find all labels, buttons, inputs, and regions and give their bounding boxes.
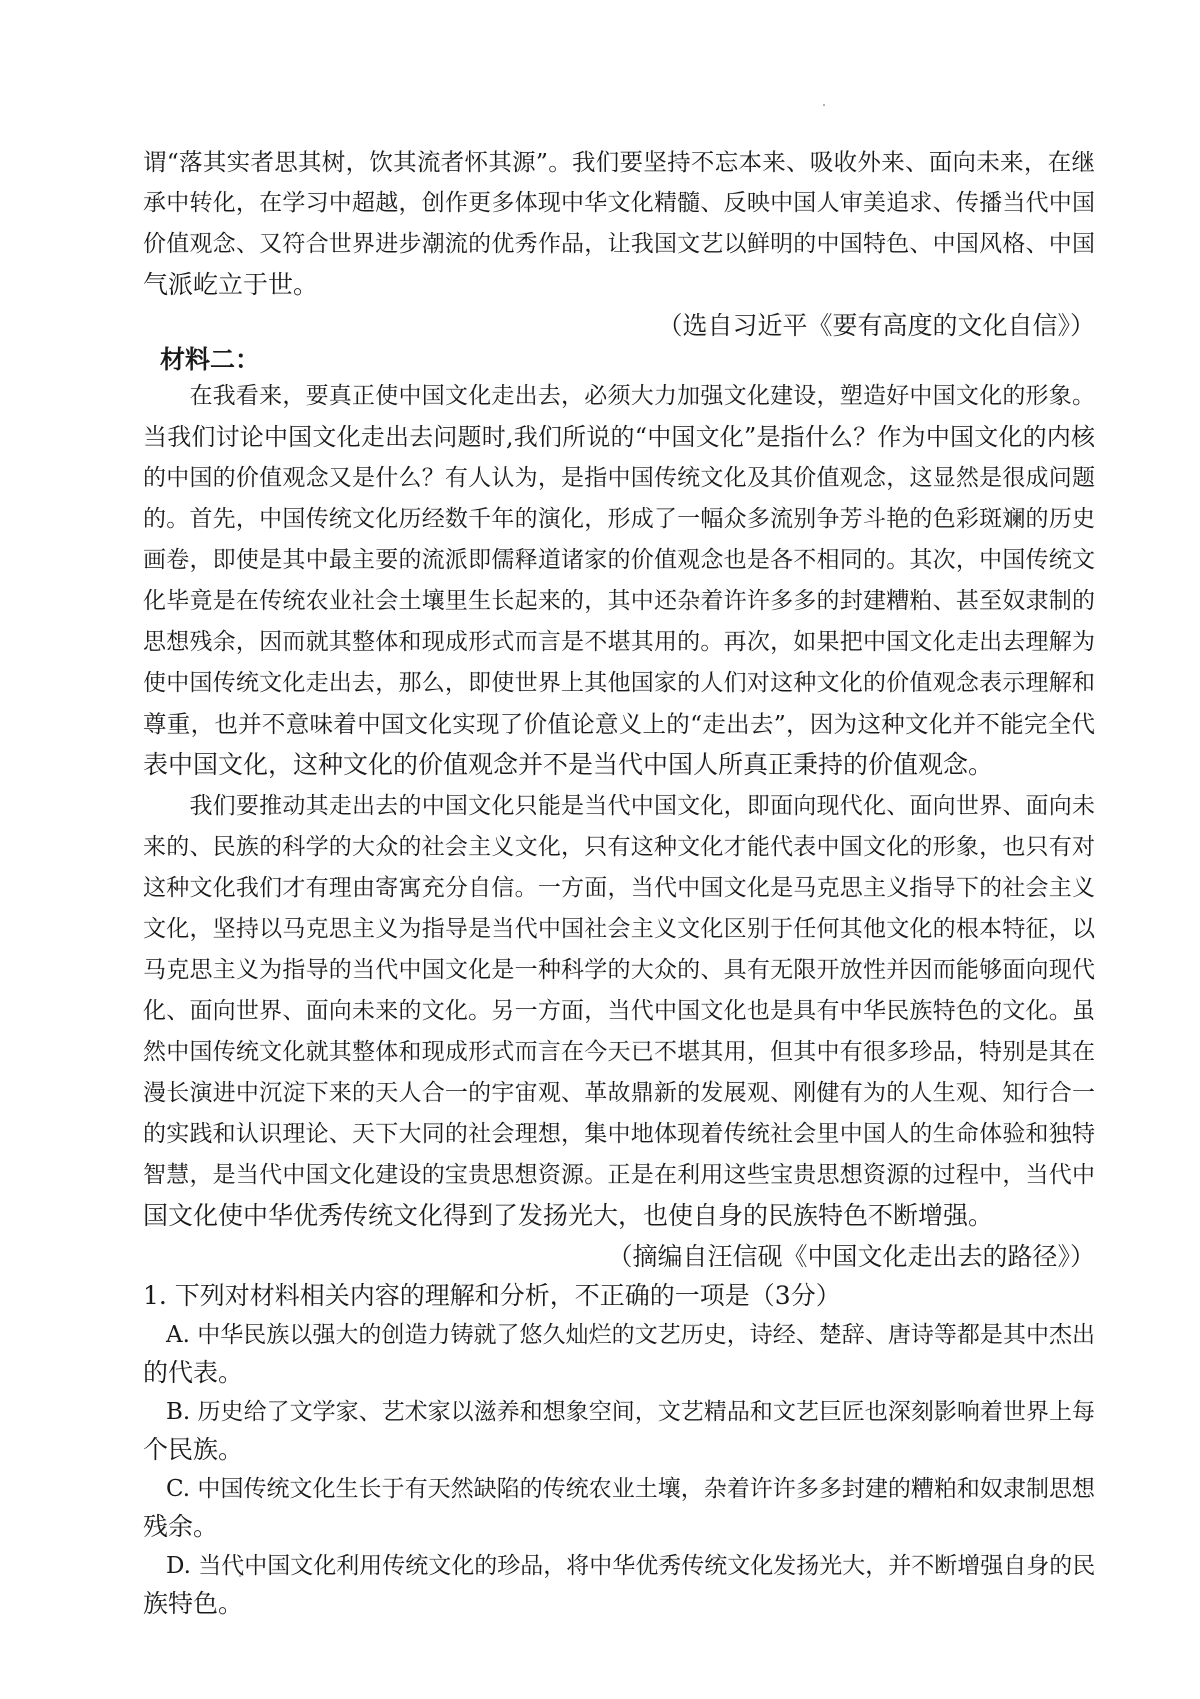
material1-line: 气派屹立于世。 xyxy=(143,270,319,299)
material2-p2-line: 然中国传统文化就其整体和现成形式而言在今天已不堪其用，但其中有很多珍品，特别是其在 xyxy=(143,1039,1095,1065)
material2-p1-line: 化毕竟是在传统农业社会土壤里生长起来的，其中还杂着许许多多的封建糟粕、甚至奴隶制的 xyxy=(143,588,1095,614)
material2-source: （摘编自汪信砚《中国文化走出去的路径》） xyxy=(607,1242,1095,1271)
material2-p2-line: 的实践和认识理论、天下大同的社会理想，集中地体现着传统社会里中国人的生命体验和独特 xyxy=(143,1121,1095,1147)
question1-stem: 1. 下列对材料相关内容的理解和分析，不正确的一项是（3分） xyxy=(143,1281,841,1310)
question1-option-d-cont: 族特色。 xyxy=(143,1589,244,1618)
material2-p2-line: 漫长演进中沉淀下来的天人合一的宇宙观、革故鼎新的发展观、刚健有为的人生观、知行合一 xyxy=(143,1080,1095,1106)
material1-line: 谓“落其实者思其树，饮其流者怀其源”。我们要坚持不忘本来、吸收外来、面向未来，在继 xyxy=(143,148,1095,176)
material2-p2-line: 来的、民族的科学的大众的社会主义文化，只有这种文化才能代表中国文化的形象，也只有对 xyxy=(143,834,1095,860)
material2-p2-line: 化、面向世界、面向未来的文化。另一方面，当代中国文化也是具有中华民族特色的文化。虽 xyxy=(143,998,1095,1024)
question1-option-a: A. 中华民族以强大的创造力铸就了悠久灿烂的文艺历史，诗经、楚辞、唐诗等都是其中杰出 xyxy=(143,1322,1095,1348)
material2-p2-line: 智慧，是当代中国文化建设的宝贵思想资源。正是在利用这些宝贵思想资源的过程中，当代中 xyxy=(143,1162,1095,1188)
material2-p1-line: 在我看来，要真正使中国文化走出去，必须大力加强文化建设，塑造好中国文化的形象。 xyxy=(143,383,1095,409)
material2-heading: 材料二： xyxy=(160,345,261,374)
material2-p2-line: 马克思主义为指导的当代中国文化是一种科学的大众的、具有无限开放性并因而能够面向现代 xyxy=(143,957,1095,983)
question1-option-a-cont: 的代表。 xyxy=(143,1358,244,1387)
material2-p2-line: 文化，坚持以马克思主义为指导是当代中国社会主义文化区别于任何其他文化的根本特征，以 xyxy=(143,916,1095,942)
question1-option-d: D. 当代中国文化利用传统文化的珍品，将中华优秀传统文化发扬光大，并不断增强自身的民 xyxy=(143,1553,1096,1579)
material2-p2-line: 这种文化我们才有理由寄寓充分自信。一方面，当代中国文化是马克思主义指导下的社会主义 xyxy=(143,875,1095,901)
material2-p1-line: 的。首先，中国传统文化历经数千年的演化，形成了一幅众多流别争芳斗艳的色彩斑斓的历史 xyxy=(143,506,1095,532)
material2-p2-line: 国文化使中华优秀传统文化得到了发扬光大，也使自身的民族特色不断增强。 xyxy=(143,1201,994,1230)
question1-option-b-cont: 个民族。 xyxy=(143,1435,244,1464)
material1-source: （选自习近平《要有高度的文化自信》） xyxy=(657,311,1095,340)
material2-p1-line: 当我们讨论中国文化走出去问题时,我们所说的“中国文化”是指什么？作为中国文化的内核 xyxy=(143,423,1095,451)
material2-p1-line: 的中国的价值观念又是什么？有人认为，是指中国传统文化及其价值观念，这显然是很成问题 xyxy=(143,465,1095,491)
question1-option-c-cont: 残余。 xyxy=(143,1512,219,1541)
material1-line: 价值观念、又符合世界进步潮流的优秀作品，让我国文艺以鲜明的中国特色、中国风格、中国 xyxy=(143,231,1095,257)
question1-option-c: C. 中国传统文化生长于有天然缺陷的传统农业土壤，杂着许许多多封建的糟粕和奴隶制思想 xyxy=(143,1476,1095,1502)
scan-speck xyxy=(823,104,825,106)
material2-p1-line: 表中国文化，这种文化的价值观念并不是当代中国人所真正秉持的价值观念。 xyxy=(143,750,994,779)
material2-p1-line: 画卷，即使是其中最主要的流派即儒释道诸家的价值观念也是各不相同的。其次，中国传统文 xyxy=(143,547,1095,573)
material1-line: 承中转化，在学习中超越，创作更多体现中华文化精髓、反映中国人审美追求、传播当代中国 xyxy=(143,190,1095,216)
material2-p1-line: 尊重，也并不意味着中国文化实现了价值论意义上的“走出去”，因为这种文化并不能完全代 xyxy=(143,710,1095,738)
material2-p1-line: 思想残余，因而就其整体和现成形式而言是不堪其用的。再次，如果把中国文化走出去理解为 xyxy=(143,629,1095,655)
material2-p2-line: 我们要推动其走出去的中国文化只能是当代中国文化，即面向现代化、面向世界、面向未 xyxy=(143,793,1095,819)
material2-p1-line: 使中国传统文化走出去，那么，即使世界上其他国家的人们对这种文化的价值观念表示理解和 xyxy=(143,670,1095,696)
question1-option-b: B. 历史给了文学家、艺术家以滋养和想象空间，文艺精品和文艺巨匠也深刻影响着世界上每 xyxy=(143,1399,1095,1425)
